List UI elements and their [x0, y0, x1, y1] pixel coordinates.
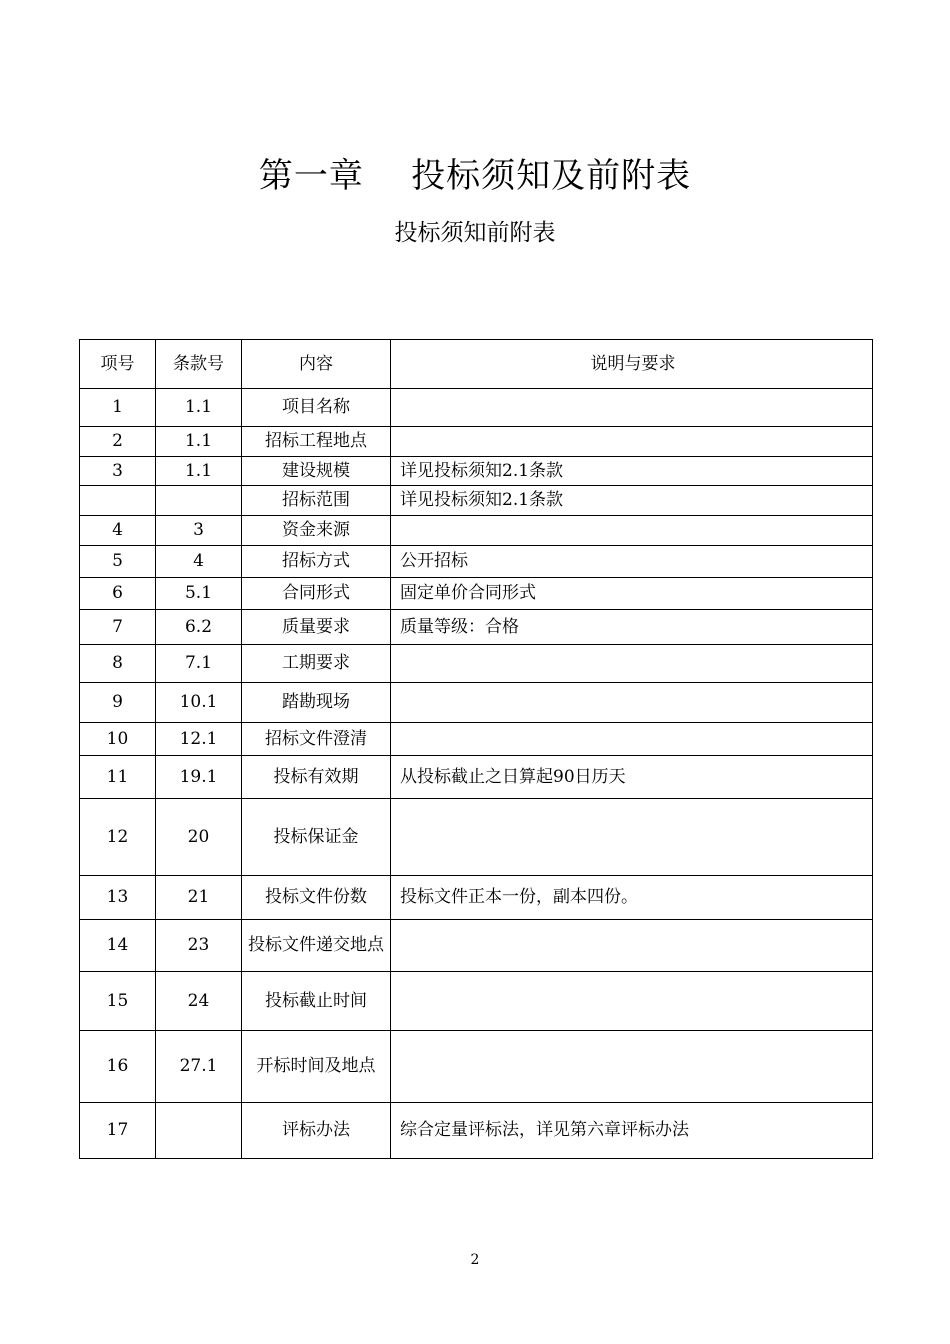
description-cell [391, 1031, 873, 1103]
description-cell: 公开招标 [391, 546, 873, 578]
table-row [80, 876, 873, 920]
table-row [80, 516, 873, 546]
table-row [80, 645, 873, 683]
content-cell: 合同形式 [242, 578, 391, 610]
content-cell: 招标工程地点 [242, 427, 391, 457]
description-cell: 从投标截止之日算起90日历天 [391, 756, 873, 799]
description-cell [391, 799, 873, 876]
table-row [80, 457, 873, 486]
page-number: 2 [470, 1252, 480, 1268]
table-row [80, 546, 873, 578]
clause-number-cell: 21 [156, 876, 242, 920]
item-number-cell: 14 [80, 920, 156, 972]
description-cell: 质量等级：合格 [391, 610, 873, 645]
item-number-cell: 9 [80, 683, 156, 723]
content-cell: 踏勘现场 [242, 683, 391, 723]
content-cell: 投标有效期 [242, 756, 391, 799]
clause-number-cell: 24 [156, 972, 242, 1031]
description-cell: 投标文件正本一份，副本四份。 [391, 876, 873, 920]
chapter-title: 第一章 投标须知及前附表 [258, 156, 692, 196]
table-row [80, 799, 873, 876]
table-subtitle: 投标须知前附表 [394, 220, 556, 246]
content-cell: 投标截止时间 [242, 972, 391, 1031]
table-row [80, 723, 873, 756]
content-cell: 评标办法 [242, 1103, 391, 1159]
content-cell: 招标范围 [242, 486, 391, 516]
table-row [80, 1031, 873, 1103]
item-number-cell: 15 [80, 972, 156, 1031]
description-cell: 详见投标须知2.1条款 [391, 457, 873, 486]
content-cell: 开标时间及地点 [242, 1031, 391, 1103]
item-number-cell: 13 [80, 876, 156, 920]
item-number-cell: 4 [80, 516, 156, 546]
description-cell [391, 683, 873, 723]
clause-number-cell: 12.1 [156, 723, 242, 756]
table-row [80, 972, 873, 1031]
item-number-cell: 8 [80, 645, 156, 683]
item-number-cell: 7 [80, 610, 156, 645]
table-row [80, 1103, 873, 1159]
description-cell [391, 723, 873, 756]
description-cell [391, 516, 873, 546]
item-number-cell: 3 [80, 457, 156, 486]
item-number-cell: 11 [80, 756, 156, 799]
bid-instructions-annex-table [79, 339, 873, 1159]
content-cell: 资金来源 [242, 516, 391, 546]
content-cell: 招标方式 [242, 546, 391, 578]
content-cell: 投标保证金 [242, 799, 391, 876]
content-cell: 投标文件份数 [242, 876, 391, 920]
description-cell: 综合定量评标法，详见第六章评标办法 [391, 1103, 873, 1159]
item-number-cell: 6 [80, 578, 156, 610]
description-cell [391, 645, 873, 683]
content-cell: 招标文件澄清 [242, 723, 391, 756]
item-number-cell: 12 [80, 799, 156, 876]
clause-number-cell: 20 [156, 799, 242, 876]
description-cell [391, 389, 873, 427]
table-row [80, 578, 873, 610]
table-header-row [80, 340, 873, 389]
clause-number-cell: 27.1 [156, 1031, 242, 1103]
clause-number-cell [156, 1103, 242, 1159]
item-number-cell [80, 486, 156, 516]
description-cell [391, 972, 873, 1031]
description-cell [391, 920, 873, 972]
clause-number-cell: 6.2 [156, 610, 242, 645]
clause-number-cell: 1.1 [156, 457, 242, 486]
item-number-cell: 5 [80, 546, 156, 578]
clause-number-cell: 23 [156, 920, 242, 972]
clause-number-cell: 19.1 [156, 756, 242, 799]
header-clause-number: 条款号 [156, 340, 242, 389]
clause-number-cell: 3 [156, 516, 242, 546]
header-content: 内容 [242, 340, 391, 389]
table-row [80, 756, 873, 799]
item-number-cell: 16 [80, 1031, 156, 1103]
item-number-cell: 17 [80, 1103, 156, 1159]
item-number-cell: 10 [80, 723, 156, 756]
table-row [80, 683, 873, 723]
header-item-number: 项号 [80, 340, 156, 389]
clause-number-cell [156, 486, 242, 516]
table-row [80, 389, 873, 427]
content-cell: 投标文件递交地点 [242, 920, 391, 972]
item-number-cell: 2 [80, 427, 156, 457]
clause-number-cell: 5.1 [156, 578, 242, 610]
clause-number-cell: 7.1 [156, 645, 242, 683]
clause-number-cell: 1.1 [156, 389, 242, 427]
table-row [80, 427, 873, 457]
table-row [80, 486, 873, 516]
table-row [80, 610, 873, 645]
description-cell [391, 427, 873, 457]
clause-number-cell: 4 [156, 546, 242, 578]
content-cell: 项目名称 [242, 389, 391, 427]
content-cell: 建设规模 [242, 457, 391, 486]
table-row [80, 920, 873, 972]
content-cell: 工期要求 [242, 645, 391, 683]
clause-number-cell: 1.1 [156, 427, 242, 457]
item-number-cell: 1 [80, 389, 156, 427]
description-cell: 详见投标须知2.1条款 [391, 486, 873, 516]
description-cell: 固定单价合同形式 [391, 578, 873, 610]
content-cell: 质量要求 [242, 610, 391, 645]
header-description: 说明与要求 [391, 340, 873, 389]
clause-number-cell: 10.1 [156, 683, 242, 723]
